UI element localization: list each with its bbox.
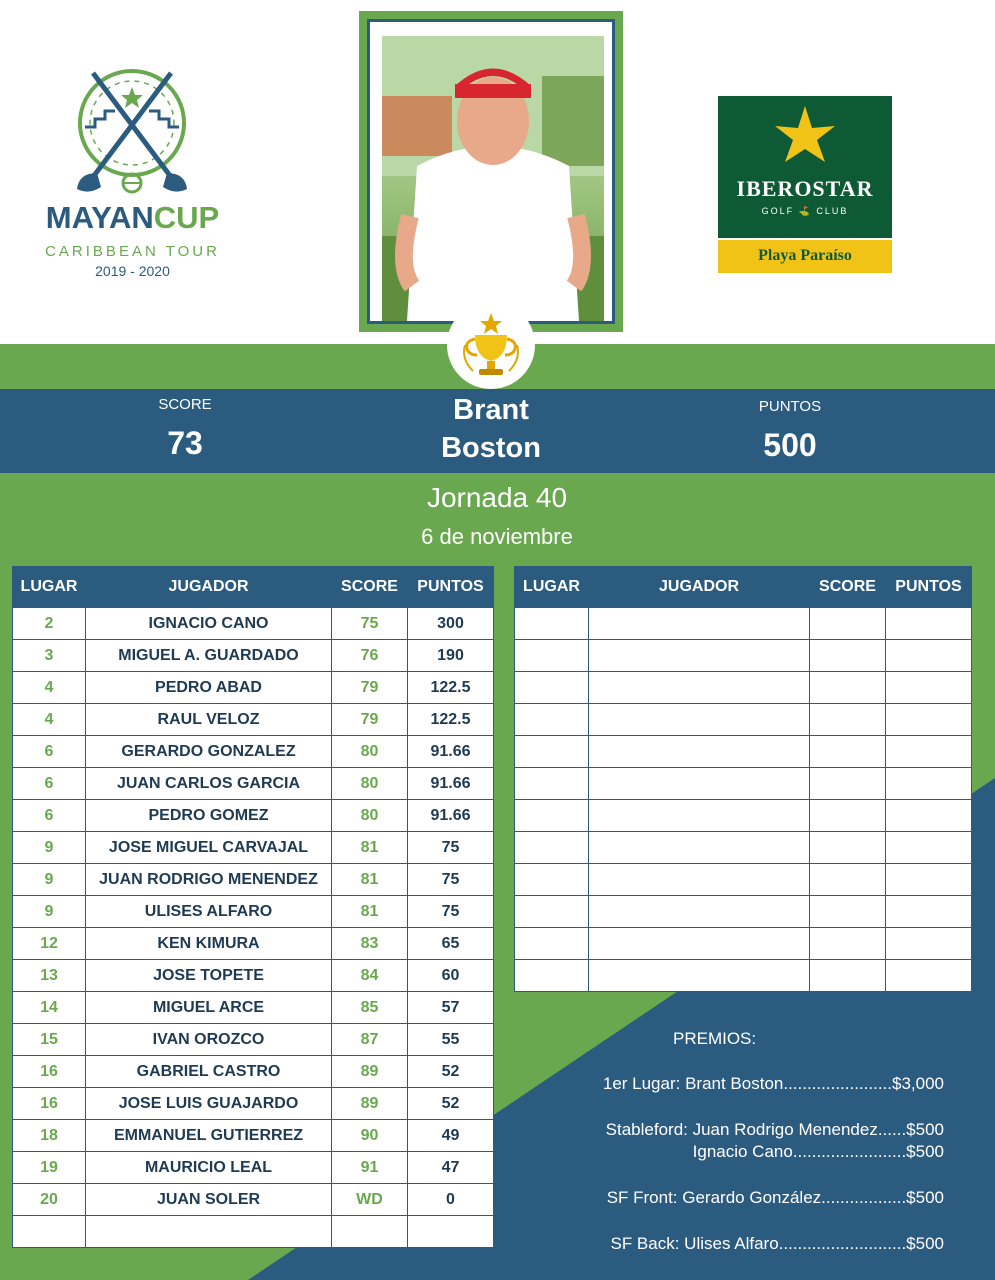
row-score: 89: [332, 1056, 408, 1088]
row-jugador: IGNACIO CANO: [86, 608, 332, 640]
empty-cell: [589, 640, 810, 672]
mayan-cup-logo: [25, 65, 240, 285]
empty-cell: [589, 704, 810, 736]
empty-cell: [810, 640, 886, 672]
table-row: [515, 800, 972, 832]
mayan-cup-subtitle: CARIBBEAN TOUR: [45, 243, 220, 260]
table-row: [13, 992, 494, 1024]
trophy-badge: [447, 301, 535, 389]
empty-cell: [515, 896, 589, 928]
empty-cell: [810, 672, 886, 704]
row-lugar: 20: [13, 1184, 86, 1216]
row-puntos: 91.66: [408, 736, 494, 768]
table-row: [13, 1088, 494, 1120]
table-row: [13, 704, 494, 736]
empty-cell: [810, 736, 886, 768]
header-jugador: JUGADOR: [589, 567, 810, 608]
table-row: [515, 960, 972, 992]
row-score: 90: [332, 1120, 408, 1152]
row-jugador: PEDRO GOMEZ: [86, 800, 332, 832]
empty-cell: [515, 768, 589, 800]
table-row: [515, 832, 972, 864]
prize-line: SF Front: Gerardo González..................$500: [606, 1188, 944, 1207]
row-score: 79: [332, 672, 408, 704]
row-puntos: 75: [408, 832, 494, 864]
prize-line: Ignacio Cano........................$500: [692, 1142, 944, 1161]
row-score: 80: [332, 800, 408, 832]
row-puntos: [408, 1216, 494, 1248]
row-jugador: ULISES ALFARO: [86, 896, 332, 928]
table-row: [515, 672, 972, 704]
results-table-empty: [514, 566, 972, 992]
empty-cell: [515, 672, 589, 704]
golf-club-text: GOLF ⛳ CLUB: [761, 206, 849, 216]
prizes-title: PREMIOS:: [673, 1029, 757, 1048]
table-row: [13, 1056, 494, 1088]
row-jugador: JOSE LUIS GUAJARDO: [86, 1088, 332, 1120]
trophy-icon: [447, 301, 535, 389]
empty-cell: [886, 704, 972, 736]
empty-cell: [810, 768, 886, 800]
empty-cell: [810, 608, 886, 640]
empty-cell: [886, 864, 972, 896]
empty-cell: [810, 800, 886, 832]
row-puntos: 91.66: [408, 768, 494, 800]
row-jugador: IVAN OROZCO: [86, 1024, 332, 1056]
empty-cell: [886, 800, 972, 832]
empty-cell: [886, 832, 972, 864]
row-jugador: MIGUEL ARCE: [86, 992, 332, 1024]
table-row: [13, 736, 494, 768]
empty-cell: [589, 896, 810, 928]
row-puntos: 0: [408, 1184, 494, 1216]
row-jugador: GERARDO GONZALEZ: [86, 736, 332, 768]
empty-cell: [589, 672, 810, 704]
table-row: [13, 1152, 494, 1184]
empty-cell: [886, 928, 972, 960]
row-puntos: 65: [408, 928, 494, 960]
row-puntos: 57: [408, 992, 494, 1024]
header-score: SCORE: [332, 567, 408, 608]
table-row: [515, 896, 972, 928]
row-score: 87: [332, 1024, 408, 1056]
table-row: [13, 1184, 494, 1216]
table-row: [515, 608, 972, 640]
row-score: 79: [332, 704, 408, 736]
row-jugador: GABRIEL CASTRO: [86, 1056, 332, 1088]
results-table: [12, 566, 494, 1248]
table-row: [13, 800, 494, 832]
empty-cell: [515, 608, 589, 640]
row-jugador: [86, 1216, 332, 1248]
row-lugar: 6: [13, 736, 86, 768]
prize-line: 1er Lugar: Brant Boston.......................$3,000: [602, 1074, 944, 1093]
prize-line: Stableford: Juan Rodrigo Menendez......$500: [605, 1120, 944, 1139]
row-lugar: 19: [13, 1152, 86, 1184]
row-score: 81: [332, 832, 408, 864]
winner-points: 500: [763, 427, 817, 463]
empty-cell: [886, 672, 972, 704]
row-score: 76: [332, 640, 408, 672]
table-row: [515, 864, 972, 896]
row-score: 84: [332, 960, 408, 992]
empty-cell: [810, 960, 886, 992]
row-puntos: 91.66: [408, 800, 494, 832]
table-row: [515, 768, 972, 800]
row-lugar: 2: [13, 608, 86, 640]
header-lugar: LUGAR: [515, 567, 589, 608]
empty-cell: [515, 800, 589, 832]
row-score: 91: [332, 1152, 408, 1184]
table-row: [13, 608, 494, 640]
empty-cell: [886, 640, 972, 672]
row-puntos: 49: [408, 1120, 494, 1152]
empty-cell: [589, 800, 810, 832]
row-lugar: 4: [13, 704, 86, 736]
row-lugar: 3: [13, 640, 86, 672]
table-row: [13, 640, 494, 672]
row-jugador: JUAN RODRIGO MENENDEZ: [86, 864, 332, 896]
row-score: 85: [332, 992, 408, 1024]
row-score: 81: [332, 864, 408, 896]
row-lugar: 13: [13, 960, 86, 992]
winner-bar: [0, 389, 995, 473]
table-row: [13, 832, 494, 864]
row-score: 83: [332, 928, 408, 960]
winner-score-label: SCORE: [158, 396, 212, 413]
row-puntos: 190: [408, 640, 494, 672]
header-puntos: PUNTOS: [886, 567, 972, 608]
table-row: [515, 640, 972, 672]
row-score: 80: [332, 768, 408, 800]
empty-cell: [810, 704, 886, 736]
empty-cell: [515, 832, 589, 864]
row-puntos: 52: [408, 1088, 494, 1120]
row-score: 81: [332, 896, 408, 928]
iberostar-logo: [718, 96, 892, 271]
row-puntos: 122.5: [408, 672, 494, 704]
table-header-row: [515, 567, 972, 608]
row-jugador: KEN KIMURA: [86, 928, 332, 960]
empty-cell: [886, 896, 972, 928]
row-puntos: 300: [408, 608, 494, 640]
row-jugador: JUAN CARLOS GARCIA: [86, 768, 332, 800]
empty-cell: [886, 768, 972, 800]
playa-paraiso-text: Playa Paraíso: [758, 247, 852, 264]
table-row: [13, 768, 494, 800]
table-row: [13, 864, 494, 896]
row-lugar: 6: [13, 768, 86, 800]
empty-cell: [589, 768, 810, 800]
table-row: [13, 928, 494, 960]
empty-cell: [589, 864, 810, 896]
winner-last-name: Boston: [441, 432, 541, 464]
table-row: [13, 960, 494, 992]
empty-cell: [515, 864, 589, 896]
row-lugar: 14: [13, 992, 86, 1024]
empty-cell: [589, 960, 810, 992]
row-lugar: 6: [13, 800, 86, 832]
crossed-clubs-icon: [25, 65, 240, 205]
winner-first-name: Brant: [453, 394, 529, 426]
table-row: [515, 928, 972, 960]
empty-cell: [515, 928, 589, 960]
empty-cell: [589, 832, 810, 864]
table-row: [13, 896, 494, 928]
row-puntos: 52: [408, 1056, 494, 1088]
row-jugador: EMMANUEL GUTIERREZ: [86, 1120, 332, 1152]
empty-cell: [515, 736, 589, 768]
row-lugar: 4: [13, 672, 86, 704]
row-score: 80: [332, 736, 408, 768]
star-icon: [718, 96, 892, 176]
row-jugador: JOSE TOPETE: [86, 960, 332, 992]
empty-cell: [810, 928, 886, 960]
empty-cell: [810, 864, 886, 896]
header-jugador: JUGADOR: [86, 567, 332, 608]
empty-cell: [810, 832, 886, 864]
round-date: 6 de noviembre: [421, 524, 573, 549]
empty-cell: [589, 608, 810, 640]
season-years: 2019 - 2020: [95, 263, 170, 279]
row-jugador: PEDRO ABAD: [86, 672, 332, 704]
table-header-row: [13, 567, 494, 608]
empty-cell: [515, 960, 589, 992]
row-lugar: 12: [13, 928, 86, 960]
header-score: SCORE: [810, 567, 886, 608]
table-row: [13, 1120, 494, 1152]
iberostar-name: IBEROSTAR: [736, 176, 874, 201]
round-title: Jornada 40: [426, 482, 568, 513]
table-row: [515, 704, 972, 736]
row-puntos: 122.5: [408, 704, 494, 736]
row-puntos: 60: [408, 960, 494, 992]
mayan-cup-title: MAYANCUP: [45, 200, 220, 235]
empty-cell: [515, 704, 589, 736]
row-puntos: 47: [408, 1152, 494, 1184]
row-score: 89: [332, 1088, 408, 1120]
empty-cell: [515, 640, 589, 672]
row-lugar: 9: [13, 864, 86, 896]
row-lugar: 9: [13, 896, 86, 928]
row-jugador: MAURICIO LEAL: [86, 1152, 332, 1184]
row-lugar: 16: [13, 1056, 86, 1088]
empty-cell: [589, 736, 810, 768]
empty-cell: [886, 608, 972, 640]
row-score: [332, 1216, 408, 1248]
row-lugar: 16: [13, 1088, 86, 1120]
table-row: [13, 1216, 494, 1248]
table-row: [13, 1024, 494, 1056]
row-score: WD: [332, 1184, 408, 1216]
winner-name: [391, 391, 591, 467]
winner-photo-frame: [359, 11, 623, 332]
prize-line: SF Back: Ulises Alfaro...........................$500: [610, 1234, 944, 1253]
header-puntos: PUNTOS: [408, 567, 494, 608]
row-jugador: JUAN SOLER: [86, 1184, 332, 1216]
empty-cell: [886, 960, 972, 992]
winner-points-label: PUNTOS: [758, 398, 822, 415]
header-lugar: LUGAR: [13, 567, 86, 608]
row-puntos: 75: [408, 864, 494, 896]
row-puntos: 75: [408, 896, 494, 928]
row-lugar: 9: [13, 832, 86, 864]
row-lugar: 18: [13, 1120, 86, 1152]
empty-cell: [589, 928, 810, 960]
winner-photo: [382, 36, 604, 321]
table-row: [13, 672, 494, 704]
row-lugar: 15: [13, 1024, 86, 1056]
row-jugador: MIGUEL A. GUARDADO: [86, 640, 332, 672]
row-puntos: 55: [408, 1024, 494, 1056]
row-score: 75: [332, 608, 408, 640]
table-row: [515, 736, 972, 768]
empty-cell: [810, 896, 886, 928]
winner-score: 73: [167, 425, 203, 461]
empty-cell: [886, 736, 972, 768]
row-jugador: RAUL VELOZ: [86, 704, 332, 736]
row-lugar: [13, 1216, 86, 1248]
row-jugador: JOSE MIGUEL CARVAJAL: [86, 832, 332, 864]
